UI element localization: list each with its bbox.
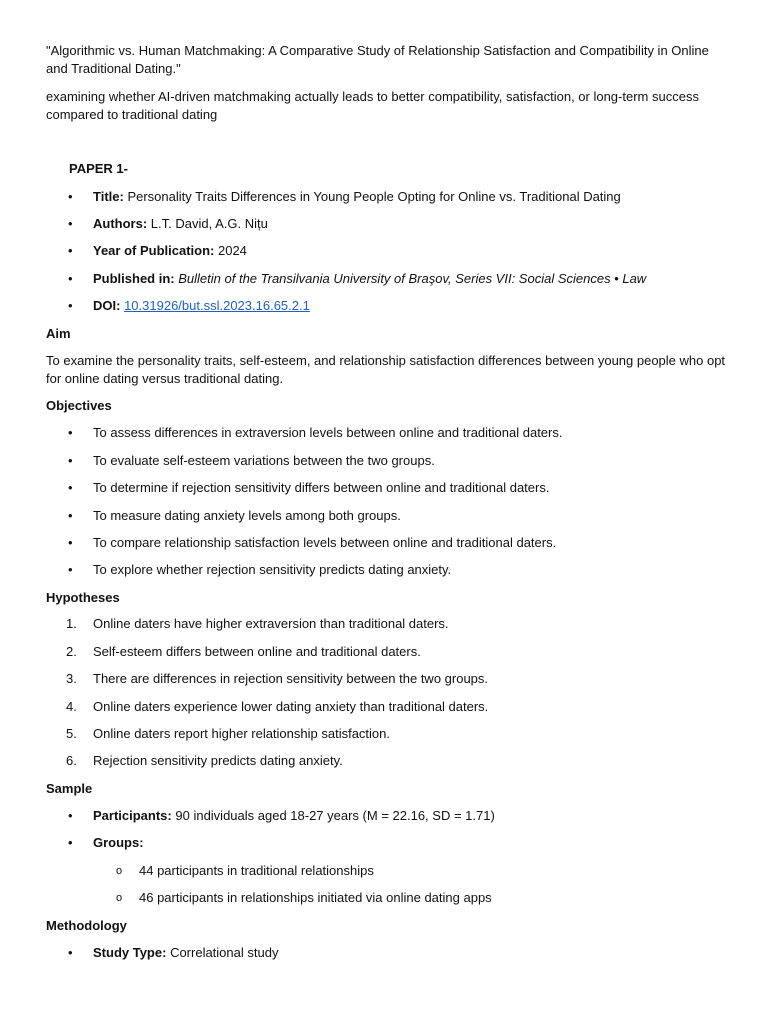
published-value: Bulletin of the Transilvania University of Braşov, Series VII: Social Sciences • Law <box>178 271 647 286</box>
bullet-icon: • <box>68 453 73 468</box>
doi-key: DOI: <box>93 298 121 313</box>
year-key: Year of Publication: <box>93 243 215 258</box>
aim-text: To examine the personality traits, self-esteem, and relationship satisfaction differences between young people who opt for online dating versus traditional dating. <box>46 353 726 386</box>
study-type-value: Correlational study <box>170 945 279 960</box>
bullet-icon: • <box>68 271 73 286</box>
objective-text: To explore whether rejection sensitivity predicts dating anxiety. <box>93 562 452 577</box>
methodology-heading: Methodology <box>46 918 127 933</box>
bullet-icon: • <box>68 425 73 440</box>
list-number: 3. <box>66 671 77 686</box>
bullet-icon: • <box>68 189 73 204</box>
bullet-icon: • <box>68 562 73 577</box>
group-text: 46 participants in relationships initiated via online dating apps <box>139 890 492 905</box>
authors-key: Authors: <box>93 216 148 231</box>
objective-text: To measure dating anxiety levels among both groups. <box>93 508 401 523</box>
hypotheses-heading: Hypotheses <box>46 590 120 605</box>
hypothesis-text: Online daters experience lower dating anxiety than traditional daters. <box>93 699 489 714</box>
title-key: Title: <box>93 189 124 204</box>
circle-bullet-icon: o <box>116 892 123 904</box>
bullet-icon: • <box>68 535 73 550</box>
sample-heading: Sample <box>46 781 93 796</box>
bullet-icon: • <box>68 243 73 258</box>
list-number: 1. <box>66 616 77 631</box>
group-text: 44 participants in traditional relationships <box>139 863 374 878</box>
hypothesis-text: Self-esteem differs between online and traditional daters. <box>93 644 421 659</box>
objective-text: To assess differences in extraversion levels between online and traditional daters. <box>93 425 563 440</box>
list-number: 4. <box>66 699 77 714</box>
participants-key: Participants: <box>93 808 172 823</box>
paper-label: PAPER 1- <box>69 161 128 176</box>
objective-text: To determine if rejection sensitivity differs between online and traditional daters. <box>93 480 550 495</box>
hypothesis-text: Online daters report higher relationship satisfaction. <box>93 726 390 741</box>
bullet-icon: • <box>68 298 73 313</box>
intro-paragraph: examining whether AI-driven matchmaking actually leads to better compatibility, satisfaction, or long-term success compared to traditional dating <box>46 89 699 122</box>
objective-text: To evaluate self-esteem variations between the two groups. <box>93 453 435 468</box>
doi-link[interactable]: 10.31926/but.ssl.2023.16.65.2.1 <box>124 298 310 313</box>
document-title: "Algorithmic vs. Human Matchmaking: A Comparative Study of Relationship Satisfaction and Compatibility in Online and Traditional Dating." <box>46 43 709 76</box>
bullet-icon: • <box>68 508 73 523</box>
title-value: Personality Traits Differences in Young People Opting for Online vs. Traditional Dating <box>127 189 621 204</box>
bullet-icon: • <box>68 945 73 960</box>
hypothesis-text: Online daters have higher extraversion than traditional daters. <box>93 616 449 631</box>
list-number: 6. <box>66 753 77 768</box>
bullet-icon: • <box>68 808 73 823</box>
list-number: 5. <box>66 726 77 741</box>
bullet-icon: • <box>68 835 73 850</box>
objective-text: To compare relationship satisfaction levels between online and traditional daters. <box>93 535 557 550</box>
study-type-key: Study Type: <box>93 945 167 960</box>
bullet-icon: • <box>68 216 73 231</box>
year-value: 2024 <box>217 243 247 258</box>
circle-bullet-icon: o <box>116 865 123 877</box>
hypothesis-text: Rejection sensitivity predicts dating anxiety. <box>93 753 343 768</box>
participants-value: 90 individuals aged 18-27 years (M = 22.16, SD = 1.71) <box>175 808 495 823</box>
hypothesis-text: There are differences in rejection sensitivity between the two groups. <box>93 671 489 686</box>
published-key: Published in: <box>93 271 175 286</box>
groups-key: Groups: <box>93 835 144 850</box>
authors-value: L.T. David, A.G. Nițu <box>150 216 268 231</box>
objectives-heading: Objectives <box>46 398 112 413</box>
list-number: 2. <box>66 644 77 659</box>
bullet-icon: • <box>68 480 73 495</box>
aim-heading: Aim <box>46 326 71 341</box>
